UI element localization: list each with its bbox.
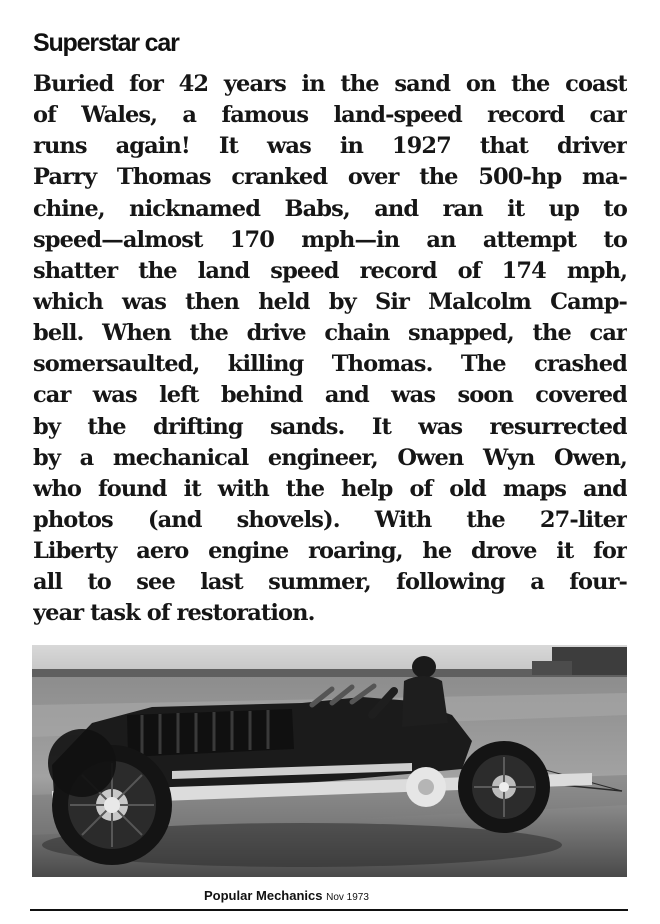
body-line: shatter the land speed record of 174 mph,	[33, 257, 627, 284]
body-line: all to see last summer, following a four-	[33, 569, 627, 596]
photo-caption	[204, 887, 369, 907]
body-line: of Wales, a famous land-speed record car	[33, 102, 627, 129]
race-car-photo	[32, 645, 627, 877]
body-line: by the drifting sands. It was resurrected	[33, 413, 627, 440]
race-car-illustration	[32, 645, 627, 877]
body-line: by a mechanical engineer, Owen Wyn Owen,	[33, 444, 627, 471]
body-line: Liberty aero engine roaring, he drove it for	[33, 538, 627, 565]
body-line: photos (and shovels). With the 27-liter	[33, 506, 627, 533]
body-line: year task of restoration.	[33, 600, 315, 627]
body-line: runs again! It was in 1927 that driver	[33, 133, 627, 160]
article-body	[33, 69, 627, 630]
caption-publication: Popular Mechanics	[204, 888, 323, 903]
body-line: who found it with the help of old maps and	[33, 475, 627, 502]
body-line: somersaulted, killing Thomas. The crashed	[33, 351, 627, 378]
body-line: chine, nicknamed Babs, and ran it up to	[33, 195, 627, 222]
body-line: which was then held by Sir Malcolm Camp-	[33, 288, 627, 315]
body-line: Buried for 42 years in the sand on the coast	[33, 71, 627, 97]
caption-date: Nov 1973	[326, 892, 369, 903]
body-line: Parry Thomas cranked over the 500-hp ma-	[33, 164, 627, 191]
body-line: bell. When the drive chain snapped, the car	[33, 320, 627, 347]
body-line: car was left behind and was soon covered	[33, 382, 627, 409]
article-headline: Superstar car	[33, 29, 179, 57]
bottom-divider	[30, 909, 628, 911]
body-line: speed—almost 170 mph—in an attempt to	[33, 226, 627, 253]
